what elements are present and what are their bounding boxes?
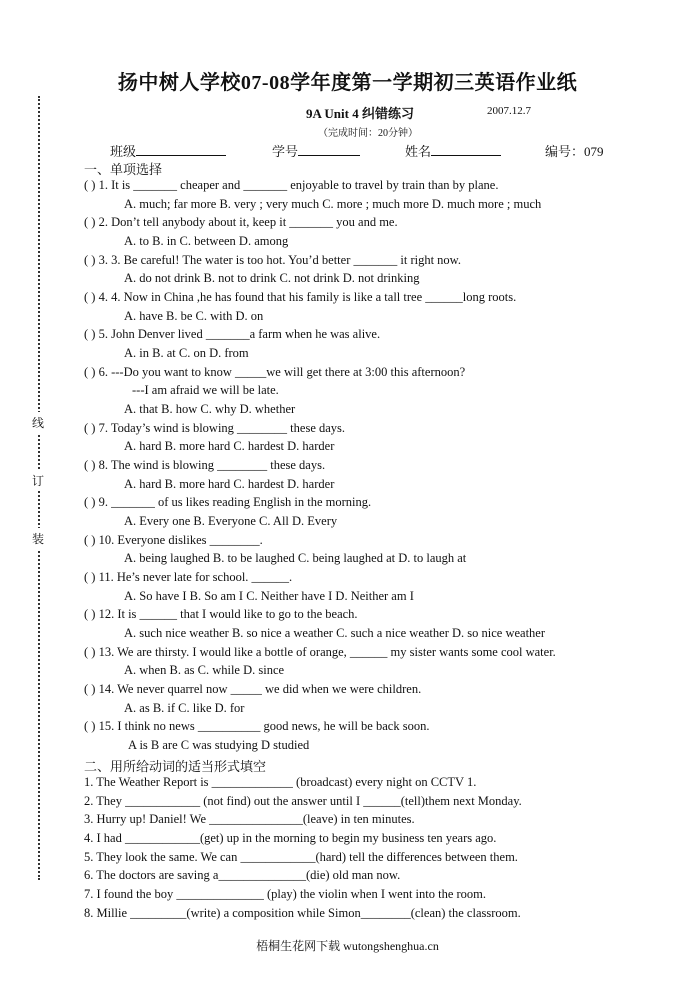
question-line: ( ) 9. _______ of us likes reading English in the morning. <box>84 495 372 509</box>
name-blank[interactable] <box>431 142 501 156</box>
option-line: A. in B. at C. on D. from <box>124 346 249 360</box>
question-line: ( ) 2. Don’t tell anybody about it, keep it _______ you and me. <box>84 215 398 229</box>
question-line: ( ) 8. The wind is blowing ________ these days. <box>84 458 326 472</box>
question-line: ( ) 14. We never quarrel now _____ we did when we were children. <box>84 682 422 696</box>
option-line: A. as B. if C. like D. for <box>124 701 245 715</box>
question-line: ( ) 13. We are thirsty. I would like a bottle of orange, ______ my sister wants some cool water. <box>84 645 556 659</box>
option-line: A. So have I B. So am I C. Neither have I D. Neither am I <box>124 589 414 603</box>
option-line: A. do not drink B. not to drink C. not drink D. not drinking <box>124 271 420 285</box>
option-line: A. much; far more B. very ; very much C. more ; much more D. much more ; much <box>124 197 542 211</box>
option-line: A. hard B. more hard C. hardest D. harder <box>124 477 335 491</box>
name-label: 姓名 <box>405 144 432 159</box>
option-line: A. that B. how C. why D. whether <box>124 402 296 416</box>
student-no-blank[interactable] <box>298 142 360 156</box>
name-field <box>405 141 501 160</box>
class-label: 班级 <box>110 144 137 159</box>
section-heading-verb-forms: 二、用所给动词的适当形式填空 <box>84 759 267 774</box>
footer-source: 梧桐生花网下载 wutongshenghua.cn <box>256 939 439 953</box>
question-line: ---I am afraid we will be late. <box>132 383 279 397</box>
question-line: ( ) 7. Today’s wind is blowing ________ these days. <box>84 421 346 435</box>
class-field <box>110 141 226 160</box>
question-line: ( ) 1. It is _______ cheaper and _______ enjoyable to travel by train than by plane. <box>84 178 499 192</box>
student-no-label: 学号 <box>272 144 299 159</box>
section-heading-choice: 一、单项选择 <box>84 162 163 177</box>
option-line: A. have B. be C. with D. on <box>124 309 264 323</box>
option-line: A. when B. as C. while D. since <box>124 663 285 677</box>
student-no-field <box>272 141 360 160</box>
question-line: ( ) 10. Everyone dislikes ________. <box>84 533 263 547</box>
serial-number: 编号：079 <box>545 144 604 159</box>
fill-in-line: 1. The Weather Report is _____________ (broadcast) every night on CCTV 1. <box>84 775 477 789</box>
option-line: A. to B. in C. between D. among <box>124 234 289 248</box>
question-line: ( ) 3. 3. Be careful! The water is too hot. You’d better _______ it right now. <box>84 253 462 267</box>
binding-char-xian: 线 <box>32 412 44 433</box>
fill-in-line: 3. Hurry up! Daniel! We _______________(leave) in ten minutes. <box>84 812 415 826</box>
question-line: ( ) 6. ---Do you want to know _____we will get there at 3:00 this afternoon? <box>84 365 466 379</box>
time-limit: （完成时间：20分钟） <box>318 128 418 139</box>
fill-in-line: 7. I found the boy ______________ (play) the violin when I went into the room. <box>84 887 487 901</box>
option-line: A. such nice weather B. so nice a weather C. such a nice weather D. so nice weather <box>124 626 546 640</box>
question-line: ( ) 11. He’s never late for school. ______. <box>84 570 293 584</box>
fill-in-line: 2. They ____________ (not find) out the answer until I ______(tell)them next Monday. <box>84 794 522 808</box>
page-title: 扬中树人学校07-08学年度第一学期初三英语作业纸 <box>117 72 578 94</box>
fill-in-line: 4. I had ____________(get) up in the morning to begin my business ten years ago. <box>84 831 497 845</box>
question-line: ( ) 15. I think no news __________ good news, he will be back soon. <box>84 719 430 733</box>
fill-in-line: 6. The doctors are saving a______________(die) old man now. <box>84 868 401 882</box>
fill-in-line: 5. They look the same. We can ____________(hard) tell the differences between them. <box>84 850 518 864</box>
question-line: ( ) 4. 4. Now in China ,he has found that his family is like a tall tree ______long roots. <box>84 290 517 304</box>
date: 2007.12.7 <box>487 105 531 117</box>
class-blank[interactable] <box>136 142 226 156</box>
question-line: ( ) 12. It is ______ that I would like to go to the beach. <box>84 607 358 621</box>
fill-in-line: 8. Millie _________(write) a composition while Simon________(clean) the classroom. <box>84 906 521 920</box>
binding-char-ding: 订 <box>32 470 44 491</box>
binding-char-zhuang: 装 <box>32 528 44 549</box>
option-line: A. hard B. more hard C. hardest D. harder <box>124 439 335 453</box>
option-line: A. Every one B. Everyone C. All D. Every <box>124 514 338 528</box>
option-line: A is B are C was studying D studied <box>128 738 310 752</box>
option-line: A. being laughed B. to be laughed C. being laughed at D. to laugh at <box>124 551 467 565</box>
page-subtitle: 9A Unit 4 纠错练习 <box>306 106 414 121</box>
question-line: ( ) 5. John Denver lived _______a farm when he was alive. <box>84 327 381 341</box>
